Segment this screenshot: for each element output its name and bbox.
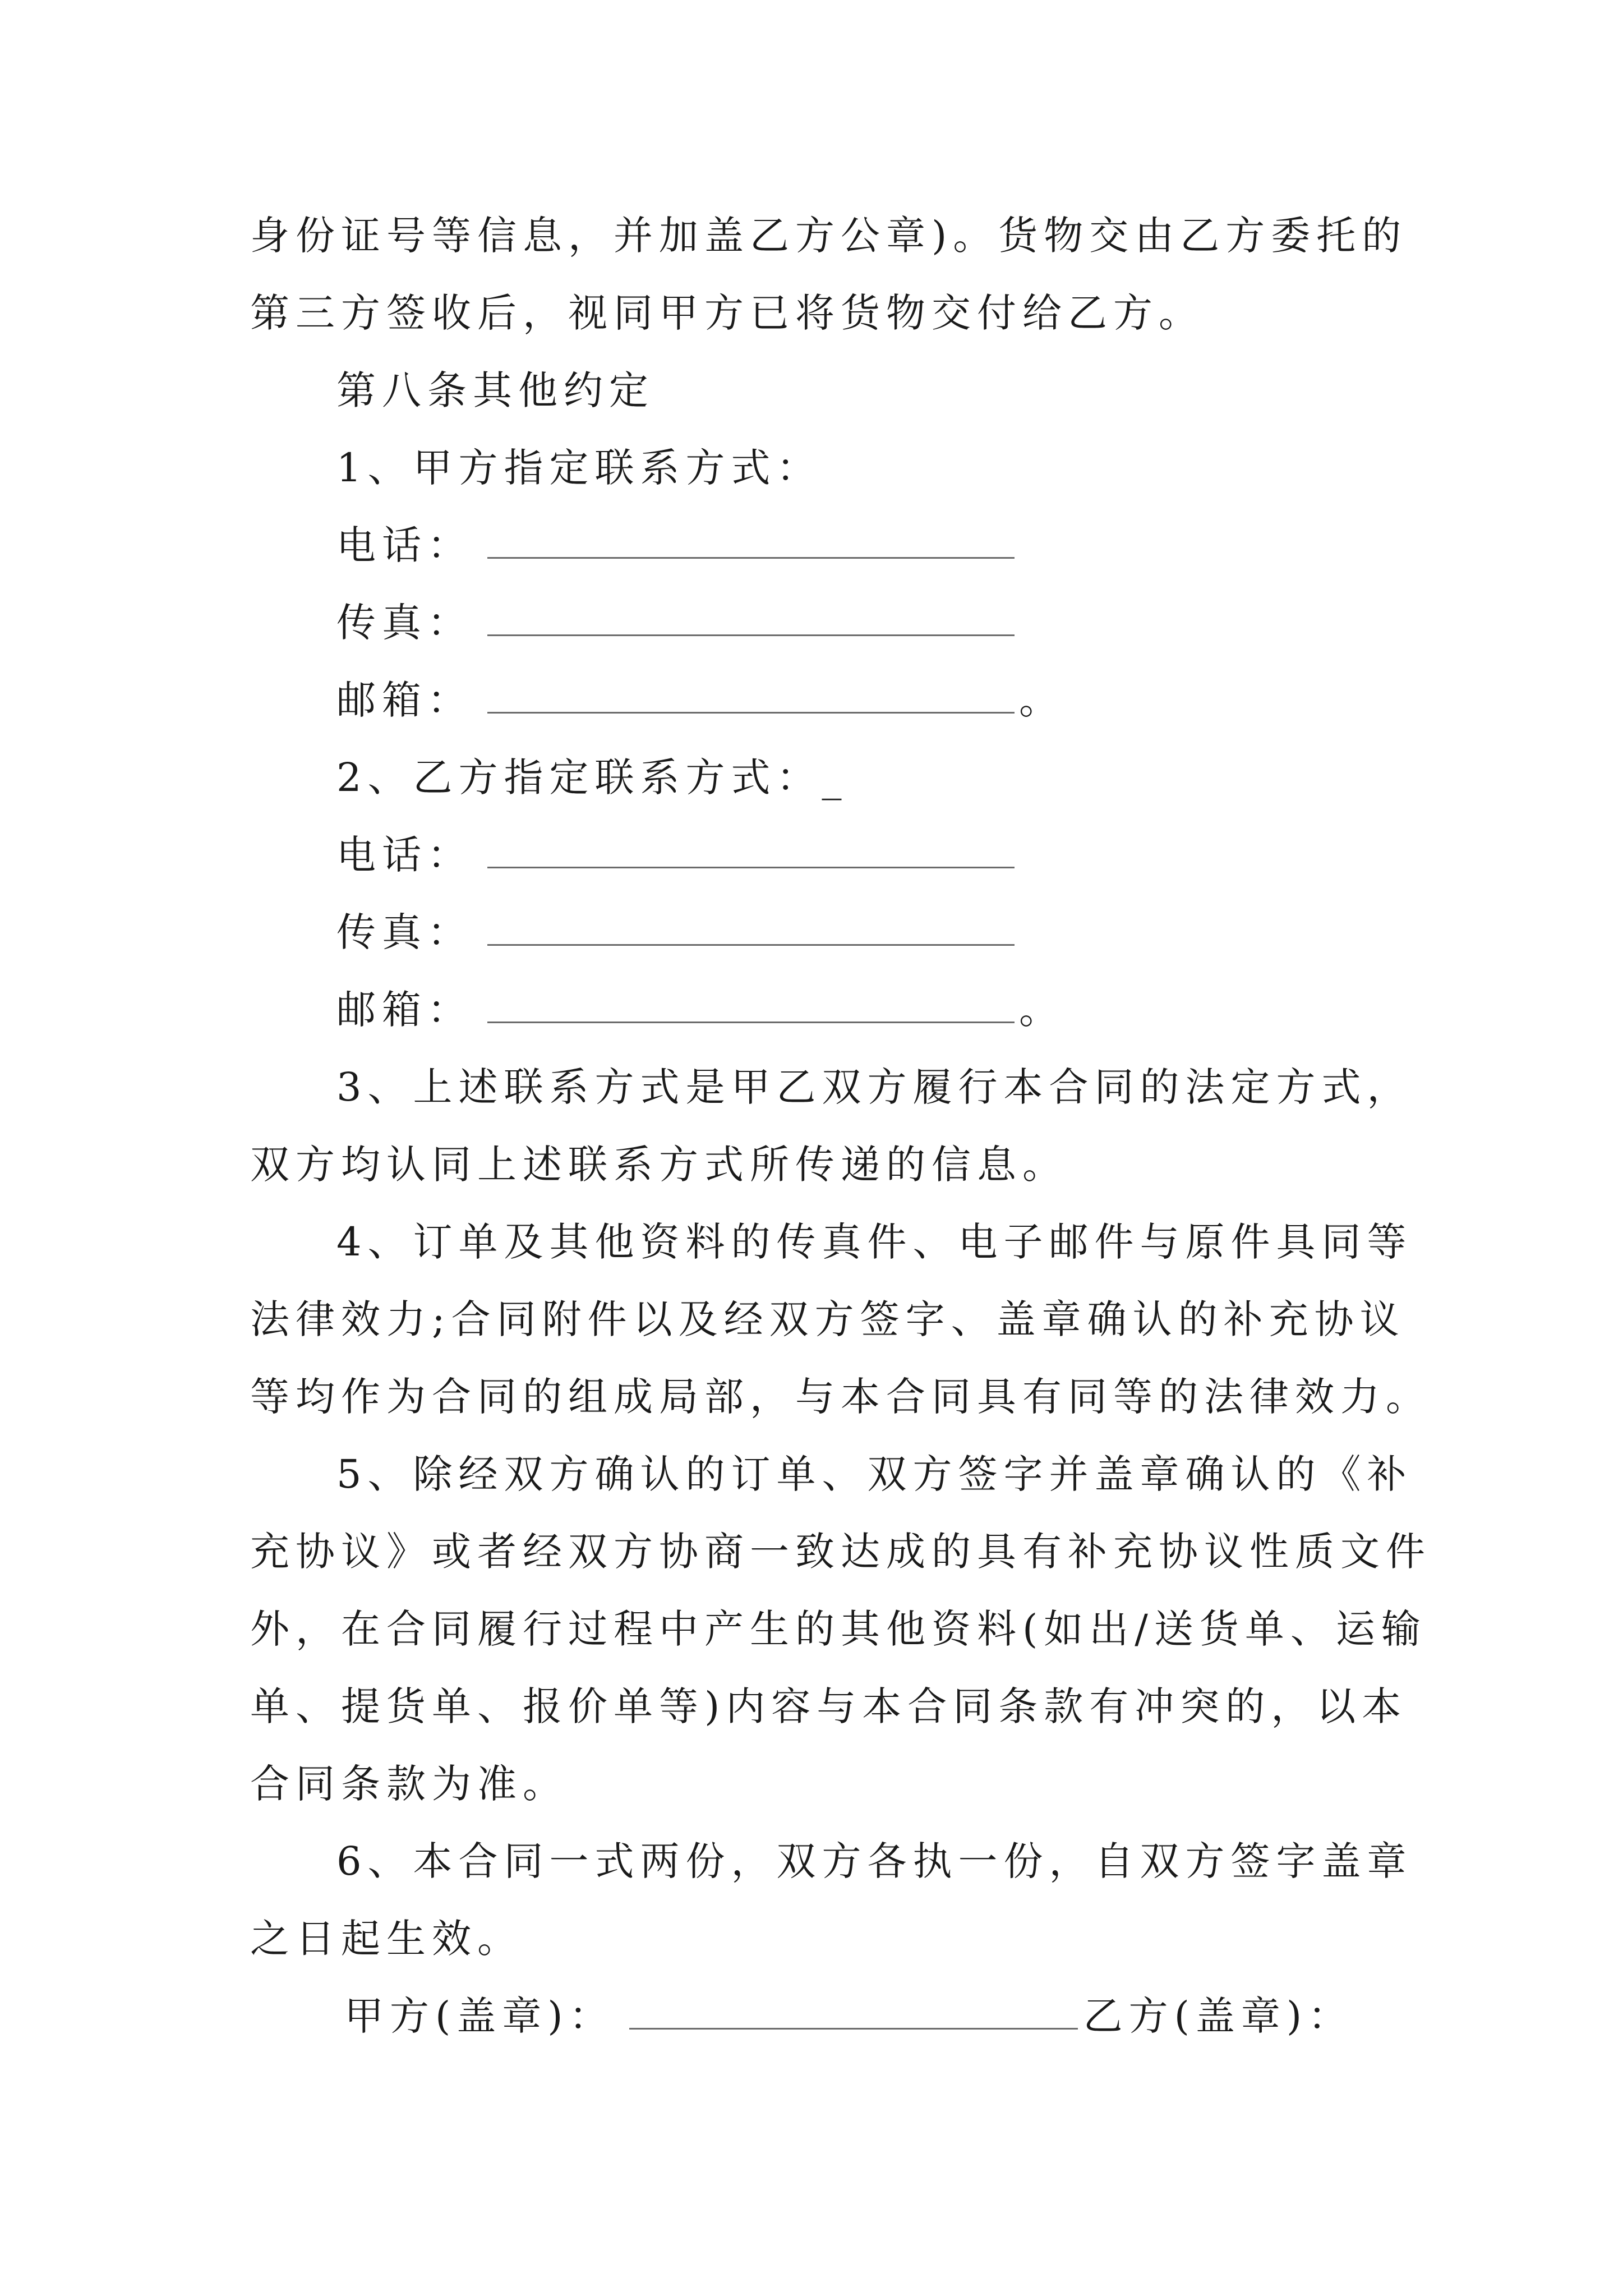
party-a-seal-blank: [629, 2022, 1078, 2030]
clause-5-line-3: 外，在合同履行过程中产生的其他资料(如出/送货单、运输: [250, 1606, 1427, 1652]
party-b-email-blank: [487, 1016, 1015, 1023]
clause-3-line-1: 3、上述联系方式是甲乙双方履行本合同的法定方式，: [336, 1064, 1413, 1110]
clause-6-line-2: 之日起生效。: [250, 1916, 523, 1962]
party-a-email-label: 邮箱：: [336, 677, 473, 723]
party-a-contact-heading: 1、甲方指定联系方式：: [336, 445, 822, 491]
party-a-phone-row: [336, 512, 1019, 579]
party-a-email-row: [336, 666, 1064, 734]
clause-4-line-3: 等均作为合同的组成局部，与本合同具有同等的法律效力。: [250, 1374, 1431, 1420]
party-b-seal-label: 乙方(盖章)：: [1083, 1993, 1354, 2039]
party-b-email-end: 。: [1019, 987, 1064, 1033]
clause-3-line-2: 双方均认同上述联系方式所传递的信息。: [250, 1142, 1068, 1188]
party-b-fax-label: 传真：: [336, 909, 473, 955]
clause-4-line-2: 法律效力;合同附件以及经双方签字、盖章确认的补充协议: [250, 1296, 1405, 1342]
clause-5-line-5: 合同条款为准。: [250, 1761, 568, 1807]
party-a-fax-label: 传真：: [336, 600, 473, 646]
signature-row: [344, 1982, 1353, 2050]
clause-5-line-4: 单、提货单、报价单等)内容与本合同条款有冲突的，以本: [250, 1683, 1408, 1729]
party-a-fax-row: [336, 589, 1019, 656]
party-b-email-row: [336, 976, 1064, 1043]
party-b-fax-blank: [487, 938, 1015, 946]
party-b-email-label: 邮箱：: [336, 987, 473, 1033]
party-a-email-blank: [487, 706, 1015, 714]
party-a-email-end: 。: [1019, 677, 1064, 723]
party-b-phone-row: [336, 821, 1019, 889]
body-line-2: 第三方签收后，视同甲方已将货物交付给乙方。: [250, 290, 1204, 336]
party-b-phone-blank: [487, 861, 1015, 868]
clause-6-line-1: 6、本合同一式两份，双方各执一份，自双方签字盖章: [336, 1838, 1413, 1884]
party-b-contact-heading: 2、乙方指定联系方式：_: [336, 754, 848, 800]
section-heading: 第八条其他约定: [336, 367, 654, 413]
party-a-phone-blank: [487, 551, 1015, 559]
party-b-fax-row: [336, 899, 1019, 966]
clause-5-line-2: 充协议》或者经双方协商一致达成的具有补充协议性质文件: [250, 1529, 1431, 1575]
party-a-seal-label: 甲方(盖章)：: [344, 1993, 615, 2039]
party-a-phone-label: 电话：: [336, 522, 473, 568]
party-a-fax-blank: [487, 629, 1015, 636]
party-b-phone-label: 电话：: [336, 832, 473, 878]
body-line-1: 身份证号等信息，并加盖乙方公章)。货物交由乙方委托的: [250, 213, 1408, 259]
clause-5-line-1: 5、除经双方确认的订单、双方签字并盖章确认的《补: [336, 1451, 1413, 1497]
clause-4-line-1: 4、订单及其他资料的传真件、电子邮件与原件具同等: [336, 1219, 1413, 1265]
